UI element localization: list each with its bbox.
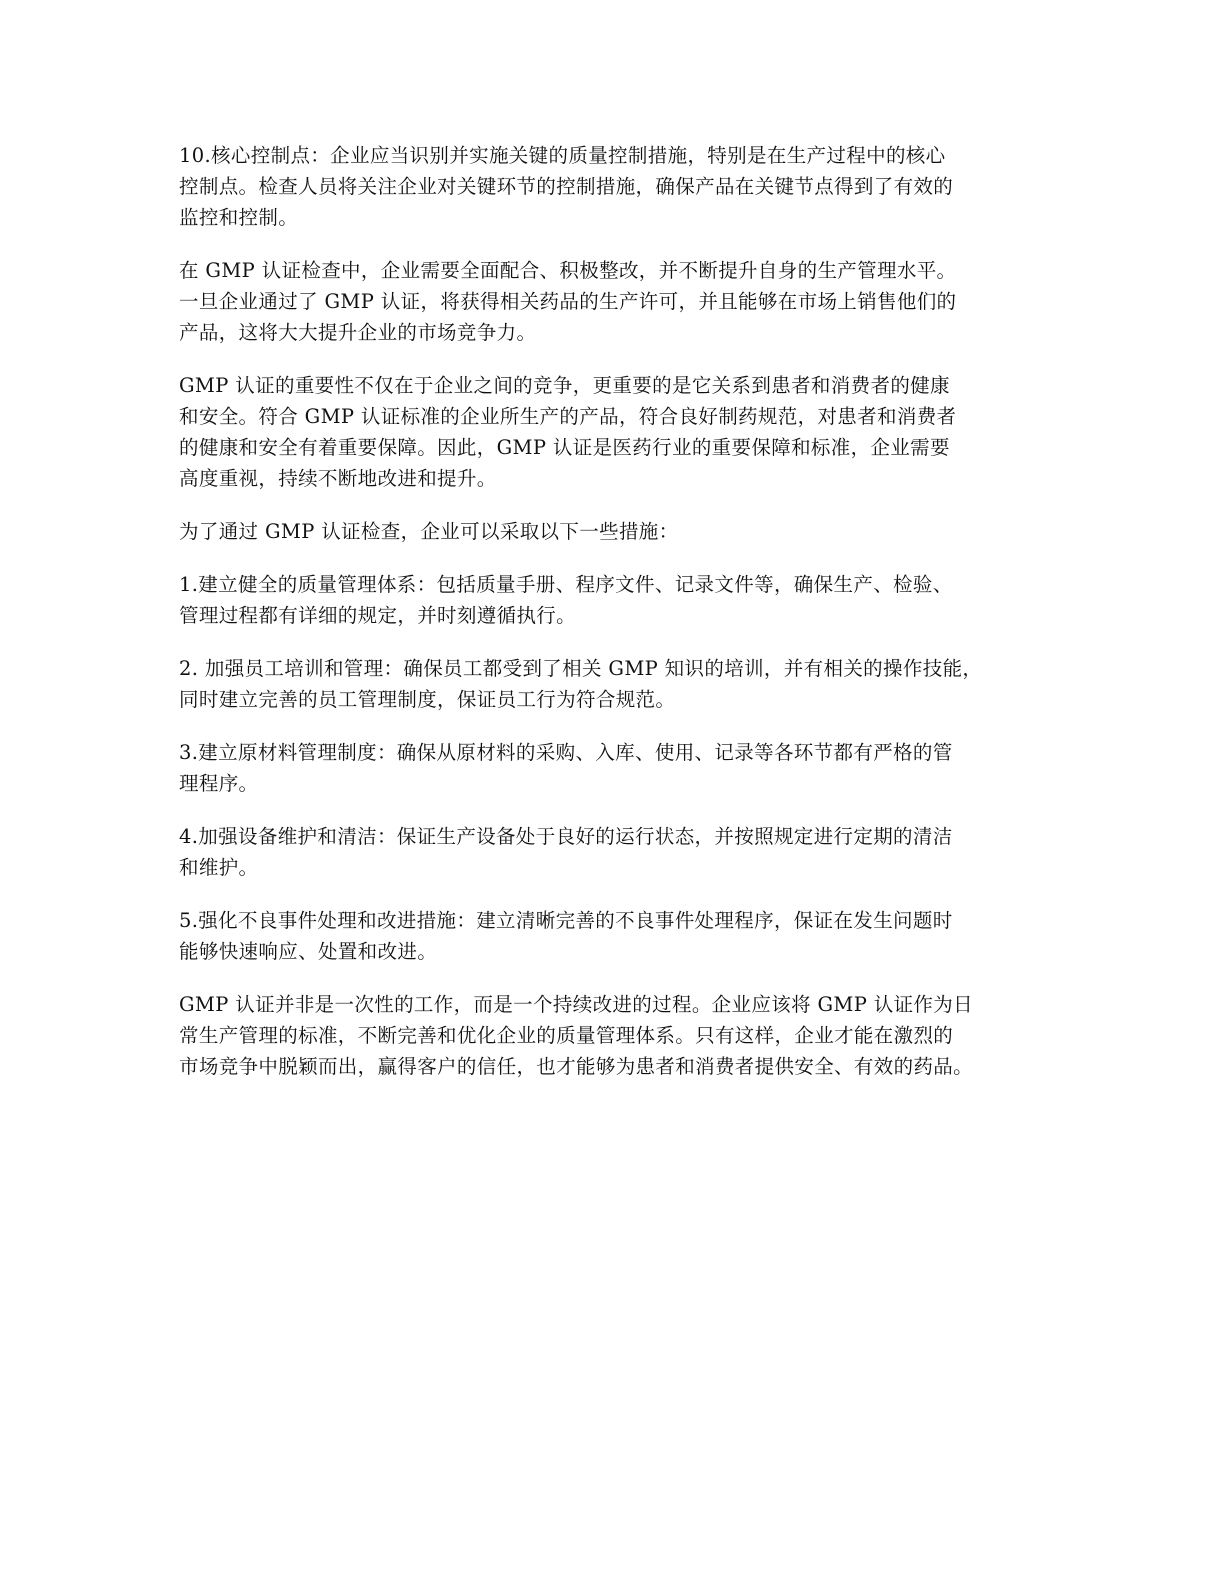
text-line: 常生产管理的标准，不断完善和优化企业的质量管理体系。只有这样，企业才能在激烈的 bbox=[179, 1024, 954, 1047]
document-body bbox=[179, 140, 1059, 1104]
text-line: 2. 加强员工培训和管理：确保员工都受到了相关 GMP 知识的培训，并有相关的操作技能， bbox=[179, 657, 983, 680]
text-line: 在 GMP 认证检查中，企业需要全面配合、积极整改，并不断提升自身的生产管理水平。 bbox=[179, 259, 957, 282]
text-line: 10.核心控制点：企业应当识别并实施关键的质量控制措施，特别是在生产过程中的核心 bbox=[179, 144, 946, 167]
text-line: 5.强化不良事件处理和改进措施：建立清晰完善的不良事件处理程序，保证在发生问题时 bbox=[179, 909, 953, 932]
paragraph-measure-2 bbox=[179, 653, 1059, 715]
text-line: 能够快速响应、处置和改进。 bbox=[179, 940, 438, 963]
text-line: 为了通过 GMP 认证检查，企业可以采取以下一些措施： bbox=[179, 520, 679, 543]
paragraph-measure-1 bbox=[179, 569, 1059, 631]
text-line: 4.加强设备维护和清洁：保证生产设备处于良好的运行状态，并按照规定进行定期的清洁 bbox=[179, 825, 953, 848]
paragraph-measure-4 bbox=[179, 821, 1059, 883]
text-line: 监控和控制。 bbox=[179, 206, 299, 229]
text-line: 市场竞争中脱颖而出，赢得客户的信任，也才能够为患者和消费者提供安全、有效的药品。 bbox=[179, 1055, 974, 1078]
text-line: 理程序。 bbox=[179, 772, 259, 795]
text-line: 一旦企业通过了 GMP 认证，将获得相关药品的生产许可，并且能够在市场上销售他们的 bbox=[179, 290, 957, 313]
text-line: 1.建立健全的质量管理体系：包括质量手册、程序文件、记录文件等，确保生产、检验、 bbox=[179, 573, 953, 596]
paragraph-measures-intro bbox=[179, 516, 1059, 547]
text-line: 3.建立原材料管理制度：确保从原材料的采购、入库、使用、记录等各环节都有严格的管 bbox=[179, 741, 953, 764]
text-line: 管理过程都有详细的规定，并时刻遵循执行。 bbox=[179, 604, 577, 627]
text-line: 控制点。检查人员将关注企业对关键环节的控制措施，确保产品在关键节点得到了有效的 bbox=[179, 175, 954, 198]
text-line: GMP 认证的重要性不仅在于企业之间的竞争，更重要的是它关系到患者和消费者的健康 bbox=[179, 374, 950, 397]
paragraph-measure-3 bbox=[179, 737, 1059, 799]
text-line: 产品，这将大大提升企业的市场竞争力。 bbox=[179, 321, 537, 344]
text-line: 高度重视，持续不断地改进和提升。 bbox=[179, 467, 497, 490]
text-line: 的健康和安全有着重要保障。因此，GMP 认证是医药行业的重要保障和标准，企业需要 bbox=[179, 436, 950, 459]
text-line: 和维护。 bbox=[179, 856, 259, 879]
text-line: GMP 认证并非是一次性的工作，而是一个持续改进的过程。企业应该将 GMP 认证作为日 bbox=[179, 993, 973, 1016]
text-line: 和安全。符合 GMP 认证标准的企业所生产的产品，符合良好制药规范，对患者和消费者 bbox=[179, 405, 957, 428]
paragraph-gmp-inspection bbox=[179, 255, 1059, 348]
paragraph-gmp-importance bbox=[179, 370, 1059, 494]
paragraph-measure-5 bbox=[179, 905, 1059, 967]
text-line: 同时建立完善的员工管理制度，保证员工行为符合规范。 bbox=[179, 688, 676, 711]
paragraph-continuous-improvement bbox=[179, 989, 1059, 1082]
paragraph-core-control-point bbox=[179, 140, 1059, 233]
